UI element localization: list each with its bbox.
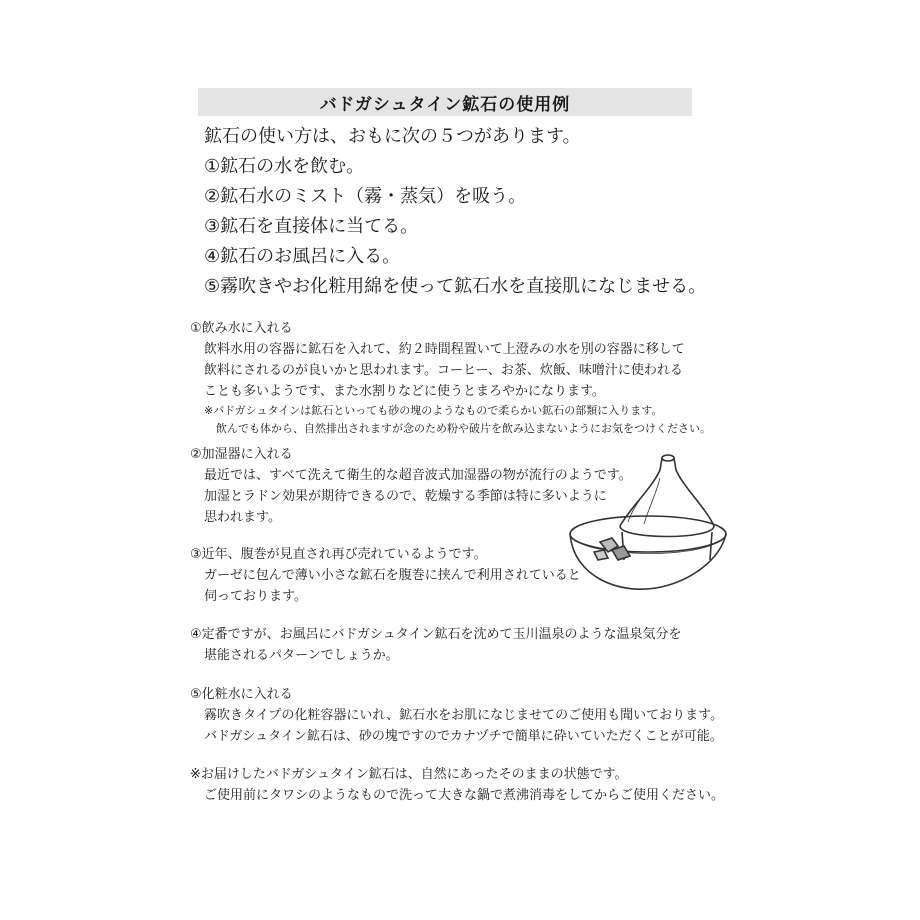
section-heading: ④定番ですが、お風呂にバドガシュタイン鉱石を沈めて玉川温泉のような温泉気分を bbox=[190, 627, 682, 642]
intro-item-3: ③鉱石を直接体に当てる。 bbox=[204, 216, 419, 237]
section-bath bbox=[190, 624, 682, 666]
section-note: 飲んでも体から、自然排出されますが念のため粉や破片を飲み込まないようにお気をつけください。 bbox=[216, 422, 711, 435]
section-note: ※バドガシュタインは鉱石といっても砂の塊のようなもので柔らかい鉱石の部類に入ります。 bbox=[204, 404, 663, 417]
section-belly-band bbox=[190, 544, 581, 607]
section-line: 飲料にされるのが良いかと思われます。コーヒー、お茶、炊飯、味噌汁に使われる bbox=[204, 363, 683, 378]
section-line: 飲料水用の容器に鉱石を入れて、約２時間程置いて上澄みの水を別の容器に移して bbox=[204, 342, 685, 357]
section-drinking-water bbox=[190, 318, 711, 438]
title-bar bbox=[198, 88, 692, 116]
section-line: バドガシュタイン鉱石は、砂の塊ですのでカナヅチで簡単に砕いていただくことが可能。 bbox=[204, 729, 723, 744]
bottom-note-line: ご使用前にタワシのようなもので洗って大きな鍋で煮沸消毒をしてからご使用ください。 bbox=[204, 788, 725, 803]
intro-list bbox=[204, 122, 764, 302]
intro-item-1: ①鉱石の水を飲む。 bbox=[204, 156, 365, 177]
section-line: 堪能されるパターンでしょうか。 bbox=[204, 648, 399, 663]
section-line: 加湿とラドン効果が期待できるので、乾燥する季節は特に多いように bbox=[204, 489, 607, 504]
section-line: 思われます。 bbox=[204, 510, 281, 525]
intro-lead: 鉱石の使い方は、おもに次の５つがあります。 bbox=[204, 126, 581, 147]
page-title: バドガシュタイン鉱石の使用例 bbox=[319, 94, 571, 115]
section-line: 霧吹きタイプの化粧容器にいれ、鉱石水をお肌になじませてのご使用も聞いております。 bbox=[204, 708, 724, 723]
section-heading: ①飲み水に入れる bbox=[190, 321, 293, 336]
section-lotion bbox=[190, 684, 723, 747]
section-line: ことも多いようです、また水割りなどに使うとまろやかになります。 bbox=[204, 384, 605, 399]
section-heading: ⑤化粧水に入れる bbox=[190, 687, 293, 702]
intro-item-4: ④鉱石のお風呂に入る。 bbox=[204, 246, 401, 267]
bottom-note bbox=[190, 764, 724, 806]
bottom-note-line: ※お届けしたバドガシュタイン鉱石は、自然にあったそのままの状態です。 bbox=[190, 767, 628, 782]
section-line: ガーゼに包んで薄い小さな鉱石を腹巻に挟んで利用されていると bbox=[204, 568, 581, 583]
section-line: 最近では、すべて洗えて衛生的な超音波式加湿器の物が流行のようです。 bbox=[204, 468, 632, 483]
humidifier-illustration-icon bbox=[560, 448, 730, 598]
intro-item-2: ②鉱石水のミスト（霧・蒸気）を吸う。 bbox=[204, 186, 527, 207]
section-heading: ③近年、腹巻が見直され再び売れているようです。 bbox=[190, 547, 487, 562]
section-line: 伺っております。 bbox=[204, 589, 307, 604]
intro-item-5: ⑤霧吹きやお化粧用綿を使って鉱石水を直接肌になじませる。 bbox=[204, 276, 707, 297]
section-heading: ②加湿器に入れる bbox=[190, 447, 293, 462]
